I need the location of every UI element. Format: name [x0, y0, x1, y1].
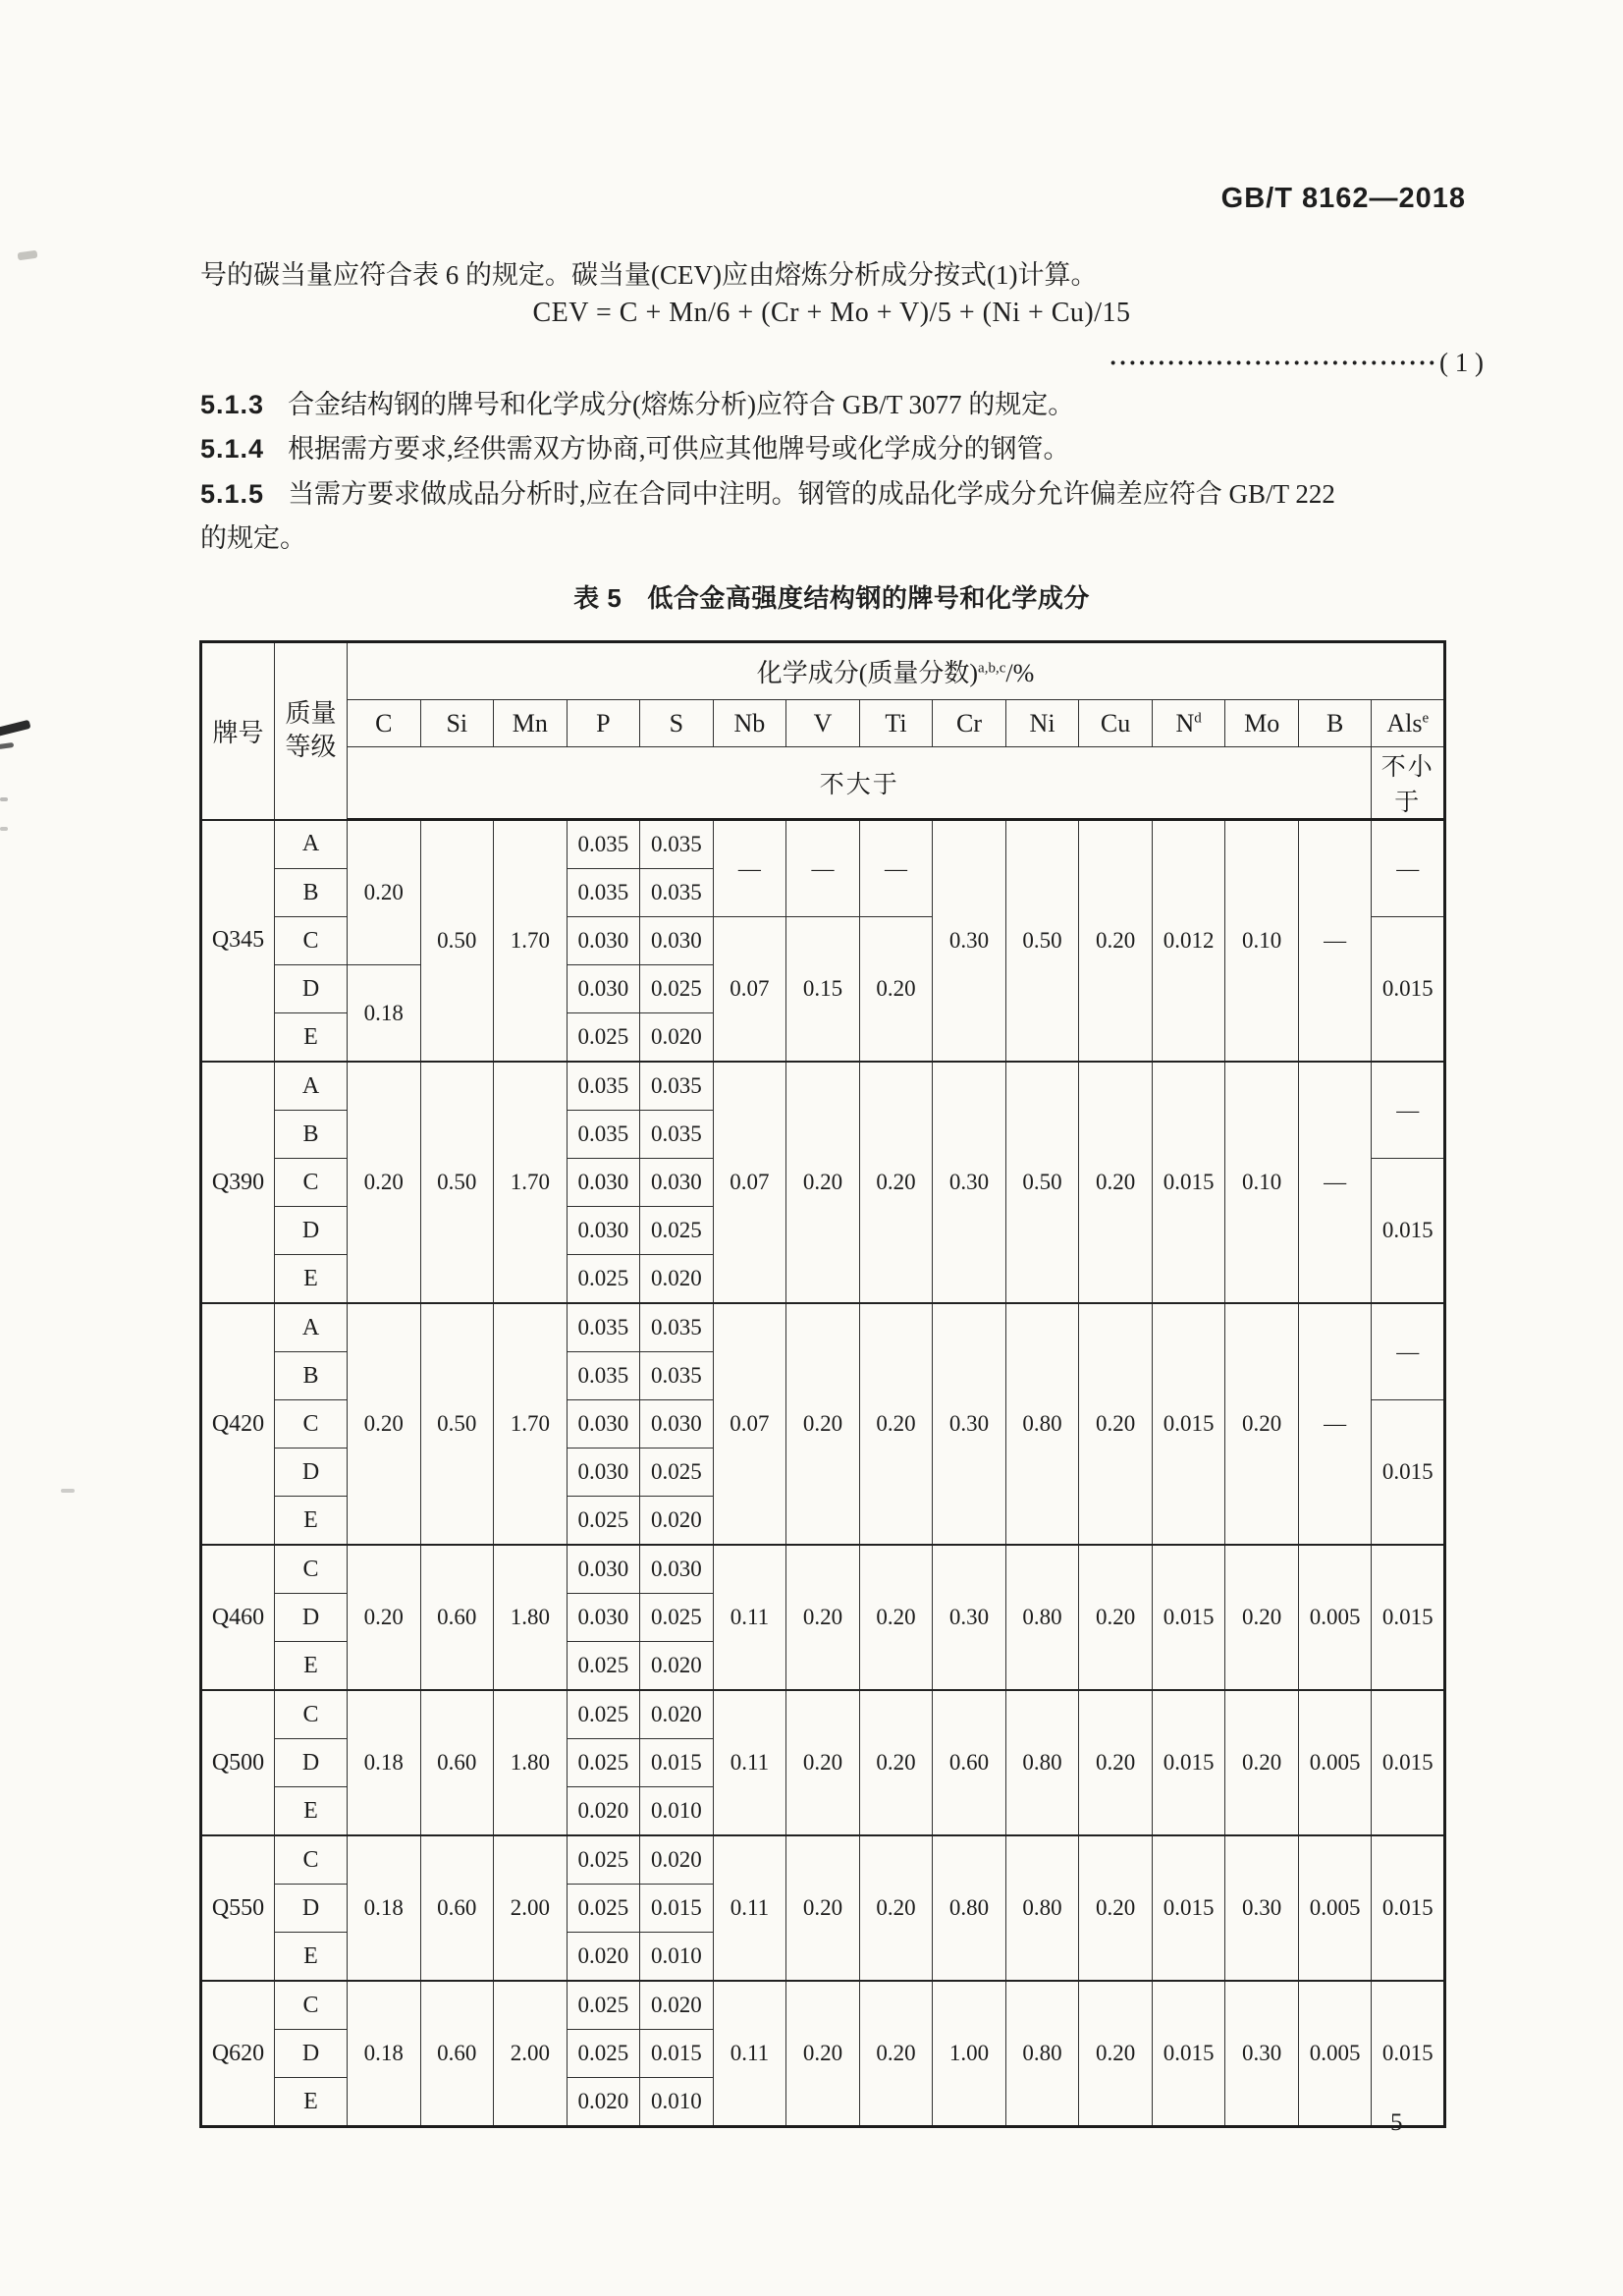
- value-cell: 0.20: [1079, 1545, 1153, 1690]
- value-cell: 1.80: [494, 1545, 568, 1690]
- value-cell: 0.030: [567, 1449, 640, 1497]
- clause-number: 5.1.3: [200, 390, 265, 419]
- table-caption-title: 低合金高强度结构钢的牌号和化学成分: [647, 583, 1090, 613]
- value-cell: 0.60: [420, 1981, 494, 2127]
- clause-5-1-5: [200, 472, 1516, 511]
- clause-5-1-5-continued: [200, 517, 1516, 555]
- value-cell: 0.20: [786, 1835, 860, 1981]
- quality-grade-cell: C: [275, 917, 348, 965]
- quality-grade-cell: D: [275, 965, 348, 1013]
- header-quality-line2: 等级: [285, 733, 337, 762]
- value-cell: 0.005: [1298, 1690, 1372, 1835]
- value-cell: 0.20: [1225, 1690, 1299, 1835]
- value-cell: 0.020: [640, 1981, 714, 2030]
- value-cell: 0.80: [1005, 1545, 1079, 1690]
- table-row: [201, 1835, 1445, 1885]
- header-element-v: V: [786, 700, 860, 747]
- quality-grade-cell: E: [275, 1013, 348, 1063]
- value-cell: 0.60: [420, 1690, 494, 1835]
- value-cell: 0.030: [567, 917, 640, 965]
- value-cell: 0.015: [1152, 1690, 1225, 1835]
- value-cell: 0.015: [1152, 1062, 1225, 1303]
- value-cell: 0.80: [1005, 1981, 1079, 2127]
- value-cell: 0.005: [1298, 1981, 1372, 2127]
- header-element-p: P: [567, 700, 640, 747]
- value-cell: 0.30: [1225, 1981, 1299, 2127]
- table-row: [201, 1062, 1445, 1111]
- value-cell: 1.70: [494, 1062, 568, 1303]
- table-row: [201, 1981, 1445, 2030]
- clause-5-1-4: [200, 427, 1516, 465]
- value-cell: 0.80: [933, 1835, 1006, 1981]
- table-caption-label: 表 5: [573, 583, 622, 613]
- value-cell: —: [1298, 820, 1372, 1063]
- value-cell: 0.50: [1005, 1062, 1079, 1303]
- quality-grade-cell: D: [275, 1207, 348, 1255]
- value-cell: 0.035: [640, 1062, 714, 1111]
- quality-grade-cell: E: [275, 1642, 348, 1691]
- value-cell: 1.00: [933, 1981, 1006, 2127]
- steel-grade-cell: Q390: [201, 1062, 275, 1303]
- value-cell: 0.015: [1372, 1981, 1445, 2127]
- value-cell: 0.11: [713, 1545, 786, 1690]
- header-element-ti: Ti: [859, 700, 933, 747]
- value-cell: 0.025: [567, 1835, 640, 1885]
- value-cell: 0.035: [640, 1111, 714, 1159]
- quality-grade-cell: C: [275, 1981, 348, 2030]
- quality-grade-cell: D: [275, 1885, 348, 1933]
- value-cell: 0.030: [567, 1594, 640, 1642]
- value-cell: 0.50: [420, 1303, 494, 1545]
- value-cell: 1.70: [494, 1303, 568, 1545]
- value-cell: 0.035: [567, 869, 640, 917]
- scan-artifact: [0, 797, 8, 801]
- value-cell: 0.035: [640, 1303, 714, 1352]
- quality-grade-cell: D: [275, 1594, 348, 1642]
- value-cell: 0.30: [933, 1062, 1006, 1303]
- steel-grade-cell: Q620: [201, 1981, 275, 2127]
- value-cell: 0.50: [1005, 820, 1079, 1063]
- value-cell: 0.030: [640, 917, 714, 965]
- value-cell: 0.020: [640, 1835, 714, 1885]
- table-header-row-1: [201, 642, 1445, 700]
- value-cell: 0.020: [567, 1933, 640, 1982]
- header-composition: 化学成分(质量分数)$^{a,b,c}$/%: [348, 642, 1445, 700]
- clause-number: 5.1.5: [200, 479, 265, 509]
- value-cell: 0.20: [1225, 1545, 1299, 1690]
- quality-grade-cell: B: [275, 1111, 348, 1159]
- value-cell: —: [1298, 1303, 1372, 1545]
- value-cell: 0.025: [567, 1497, 640, 1546]
- header-element-mo: Mo: [1225, 700, 1299, 747]
- quality-grade-cell: D: [275, 2030, 348, 2078]
- table-header-row-2: [201, 700, 1445, 747]
- header-element-s: S: [640, 700, 714, 747]
- quality-grade-cell: E: [275, 1787, 348, 1836]
- header-max-label: 不大于: [348, 747, 1372, 820]
- header-element-c: C: [348, 700, 421, 747]
- value-cell: 0.025: [567, 2030, 640, 2078]
- value-cell: 0.20: [859, 1062, 933, 1303]
- value-cell: 0.20: [1079, 1981, 1153, 2127]
- clause-text: 合金结构钢的牌号和化学成分(熔炼分析)应符合 GB/T 3077 的规定。: [288, 390, 1075, 419]
- value-cell: 0.030: [640, 1400, 714, 1449]
- value-cell: 0.035: [567, 1062, 640, 1111]
- value-cell: 0.80: [1005, 1690, 1079, 1835]
- value-cell: 0.80: [1005, 1835, 1079, 1981]
- value-cell: 0.030: [567, 1400, 640, 1449]
- value-cell: 0.18: [348, 1835, 421, 1981]
- value-cell: 0.80: [1005, 1303, 1079, 1545]
- value-cell: 0.20: [859, 1981, 933, 2127]
- quality-grade-cell: E: [275, 2078, 348, 2127]
- value-cell: 0.20: [786, 1981, 860, 2127]
- value-cell: 0.025: [640, 965, 714, 1013]
- value-cell: 0.020: [640, 1255, 714, 1304]
- clause-number: 5.1.4: [200, 434, 265, 464]
- value-cell: 0.60: [933, 1690, 1006, 1835]
- formula-reference: [1109, 348, 1484, 378]
- value-cell: —: [1372, 1303, 1445, 1400]
- footnote-ref-d: d: [1194, 709, 1202, 726]
- header-element-ni: Ni: [1005, 700, 1079, 747]
- value-cell: —: [1372, 1062, 1445, 1159]
- value-cell: 0.025: [640, 1207, 714, 1255]
- header-element-mn: Mn: [494, 700, 568, 747]
- value-cell: 1.80: [494, 1690, 568, 1835]
- clause-text: 根据需方要求,经供需双方协商,可供应其他牌号或化学成分的钢管。: [288, 434, 1070, 464]
- standard-number: GB/T 8162—2018: [1220, 183, 1466, 214]
- header-quality-line1: 质量: [285, 699, 337, 729]
- value-cell: 0.025: [567, 1642, 640, 1691]
- quality-grade-cell: A: [275, 1303, 348, 1352]
- value-cell: 0.030: [567, 1159, 640, 1207]
- value-cell: 0.005: [1298, 1545, 1372, 1690]
- dot-leader: ··································: [1109, 351, 1438, 377]
- value-cell: 0.025: [567, 1739, 640, 1787]
- value-cell: 0.11: [713, 1690, 786, 1835]
- value-cell: 0.015: [1372, 1835, 1445, 1981]
- header-element-b: B: [1298, 700, 1372, 747]
- quality-grade-cell: A: [275, 1062, 348, 1111]
- quality-grade-cell: E: [275, 1933, 348, 1982]
- value-cell: 0.015: [1372, 917, 1445, 1063]
- value-cell: 0.005: [1298, 1835, 1372, 1981]
- value-cell: 0.60: [420, 1545, 494, 1690]
- value-cell: 0.015: [1372, 1159, 1445, 1304]
- header-element-als: Als$^e$: [1372, 700, 1445, 747]
- value-cell: 0.020: [640, 1642, 714, 1691]
- table-caption: [200, 578, 1463, 615]
- steel-grade-cell: Q550: [201, 1835, 275, 1981]
- value-cell: 0.025: [567, 1981, 640, 2030]
- header-element-cr: Cr: [933, 700, 1006, 747]
- clause-text: 当需方要求做成品分析时,应在合同中注明。钢管的成品化学成分允许偏差应符合 GB/T 222: [288, 479, 1335, 509]
- steel-grade-cell: Q500: [201, 1690, 275, 1835]
- value-cell: 0.035: [567, 1111, 640, 1159]
- value-cell: 0.30: [933, 1303, 1006, 1545]
- table-row: [201, 820, 1445, 869]
- value-cell: 0.50: [420, 820, 494, 1063]
- header-quality-level: [275, 642, 348, 820]
- value-cell: 0.18: [348, 1981, 421, 2127]
- value-cell: 0.020: [567, 1787, 640, 1836]
- value-cell: 0.30: [933, 820, 1006, 1063]
- value-cell: 0.15: [786, 917, 860, 1063]
- footnote-ref-e: e: [1422, 709, 1430, 726]
- quality-grade-cell: C: [275, 1159, 348, 1207]
- steel-grade-cell: Q345: [201, 820, 275, 1063]
- value-cell: 0.20: [1079, 1835, 1153, 1981]
- value-cell: 0.030: [567, 965, 640, 1013]
- quality-grade-cell: B: [275, 1352, 348, 1400]
- table-body: [201, 820, 1445, 2127]
- value-cell: 0.035: [640, 820, 714, 869]
- value-cell: 0.60: [420, 1835, 494, 1981]
- value-cell: 0.030: [567, 1207, 640, 1255]
- table-row: [201, 1690, 1445, 1739]
- value-cell: —: [1372, 820, 1445, 917]
- value-cell: 0.20: [348, 1545, 421, 1690]
- value-cell: 0.015: [640, 2030, 714, 2078]
- value-cell: 0.30: [1225, 1835, 1299, 1981]
- quality-grade-cell: C: [275, 1545, 348, 1594]
- value-cell: 0.035: [640, 1352, 714, 1400]
- value-cell: 0.30: [933, 1545, 1006, 1690]
- value-cell: 0.07: [713, 1303, 786, 1545]
- value-cell: 0.025: [567, 1690, 640, 1739]
- value-cell: 0.11: [713, 1981, 786, 2127]
- paragraph-continuation: 号的碳当量应符合表 6 的规定。碳当量(CEV)应由熔炼分析成分按式(1)计算。: [200, 260, 1098, 290]
- value-cell: —: [859, 820, 933, 917]
- value-cell: 2.00: [494, 1981, 568, 2127]
- value-cell: 0.20: [859, 1835, 933, 1981]
- quality-grade-cell: A: [275, 820, 348, 869]
- value-cell: —: [786, 820, 860, 917]
- scan-artifact: [0, 742, 14, 749]
- clause-text: 的规定。: [200, 523, 306, 553]
- value-cell: 0.012: [1152, 820, 1225, 1063]
- scan-artifact: [0, 827, 8, 831]
- value-cell: 0.015: [640, 1885, 714, 1933]
- value-cell: 0.20: [1079, 1062, 1153, 1303]
- clause-5-1-3: [200, 383, 1516, 421]
- value-cell: 0.11: [713, 1835, 786, 1981]
- value-cell: 0.015: [1152, 1835, 1225, 1981]
- value-cell: 0.025: [640, 1594, 714, 1642]
- value-cell: 2.00: [494, 1835, 568, 1981]
- scan-artifact: [61, 1489, 75, 1493]
- footnote-ref-abc: a,b,c: [978, 660, 1006, 677]
- quality-grade-cell: D: [275, 1739, 348, 1787]
- formula-number: ( 1 ): [1439, 348, 1484, 377]
- value-cell: 0.20: [859, 1690, 933, 1835]
- cev-formula: CEV = C + Mn/6 + (Cr + Mo + V)/5 + (Ni + Cu)/15: [532, 298, 1131, 328]
- quality-grade-cell: C: [275, 1400, 348, 1449]
- value-cell: 0.030: [640, 1159, 714, 1207]
- value-cell: 0.10: [1225, 1062, 1299, 1303]
- scan-artifact: [18, 250, 38, 261]
- value-cell: 0.20: [786, 1303, 860, 1545]
- value-cell: 0.020: [567, 2078, 640, 2127]
- value-cell: 0.015: [1152, 1303, 1225, 1545]
- value-cell: 0.20: [1079, 1303, 1153, 1545]
- quality-grade-cell: C: [275, 1690, 348, 1739]
- value-cell: 0.20: [859, 1545, 933, 1690]
- value-cell: 0.015: [1372, 1690, 1445, 1835]
- value-cell: 0.030: [567, 1545, 640, 1594]
- value-cell: 0.015: [1372, 1545, 1445, 1690]
- value-cell: 1.70: [494, 820, 568, 1063]
- value-cell: 0.20: [1079, 820, 1153, 1063]
- value-cell: 0.20: [786, 1690, 860, 1835]
- value-cell: 0.025: [567, 1255, 640, 1304]
- value-cell: 0.20: [348, 1062, 421, 1303]
- table-row: [201, 1545, 1445, 1594]
- quality-grade-cell: B: [275, 869, 348, 917]
- value-cell: 0.18: [348, 1690, 421, 1835]
- value-cell: 0.20: [1079, 1690, 1153, 1835]
- quality-grade-cell: D: [275, 1449, 348, 1497]
- value-cell: 0.20: [786, 1062, 860, 1303]
- value-cell: 0.07: [713, 1062, 786, 1303]
- composition-table: [199, 640, 1446, 2128]
- quality-grade-cell: C: [275, 1835, 348, 1885]
- value-cell: 0.010: [640, 2078, 714, 2127]
- value-cell: 0.015: [1152, 1545, 1225, 1690]
- header-element-n: $N^d$: [1152, 700, 1225, 747]
- value-cell: 0.10: [1225, 820, 1299, 1063]
- table-header-row-3: [201, 747, 1445, 820]
- scan-artifact: [0, 720, 31, 737]
- quality-grade-cell: E: [275, 1497, 348, 1546]
- header-grade: 牌号: [201, 642, 275, 820]
- value-cell: 0.025: [640, 1449, 714, 1497]
- page-number: 5: [1390, 2109, 1403, 2136]
- value-cell: 0.020: [640, 1497, 714, 1546]
- value-cell: 0.035: [567, 820, 640, 869]
- value-cell: —: [1298, 1062, 1372, 1303]
- value-cell: 0.18: [348, 965, 421, 1063]
- value-cell: 0.07: [713, 917, 786, 1063]
- value-cell: 0.025: [567, 1013, 640, 1063]
- value-cell: 0.015: [1152, 1981, 1225, 2127]
- value-cell: 0.20: [786, 1545, 860, 1690]
- header-element-cu: Cu: [1079, 700, 1153, 747]
- value-cell: 0.20: [859, 917, 933, 1063]
- value-cell: 0.020: [640, 1690, 714, 1739]
- header-element-si: Si: [420, 700, 494, 747]
- value-cell: 0.020: [640, 1013, 714, 1063]
- header-element-nb: Nb: [713, 700, 786, 747]
- value-cell: 0.010: [640, 1933, 714, 1982]
- value-cell: 0.20: [348, 1303, 421, 1545]
- value-cell: 0.50: [420, 1062, 494, 1303]
- steel-grade-cell: Q420: [201, 1303, 275, 1545]
- value-cell: 0.20: [348, 820, 421, 965]
- header-min-label: 不小于: [1372, 747, 1445, 820]
- quality-grade-cell: E: [275, 1255, 348, 1304]
- value-cell: 0.010: [640, 1787, 714, 1836]
- value-cell: 0.030: [640, 1545, 714, 1594]
- value-cell: 0.025: [567, 1885, 640, 1933]
- value-cell: 0.20: [859, 1303, 933, 1545]
- value-cell: —: [713, 820, 786, 917]
- steel-grade-cell: Q460: [201, 1545, 275, 1690]
- value-cell: 0.035: [640, 869, 714, 917]
- value-cell: 0.20: [1225, 1303, 1299, 1545]
- value-cell: 0.015: [1372, 1400, 1445, 1546]
- table-row: [201, 1303, 1445, 1352]
- value-cell: 0.015: [640, 1739, 714, 1787]
- value-cell: 0.035: [567, 1352, 640, 1400]
- value-cell: 0.035: [567, 1303, 640, 1352]
